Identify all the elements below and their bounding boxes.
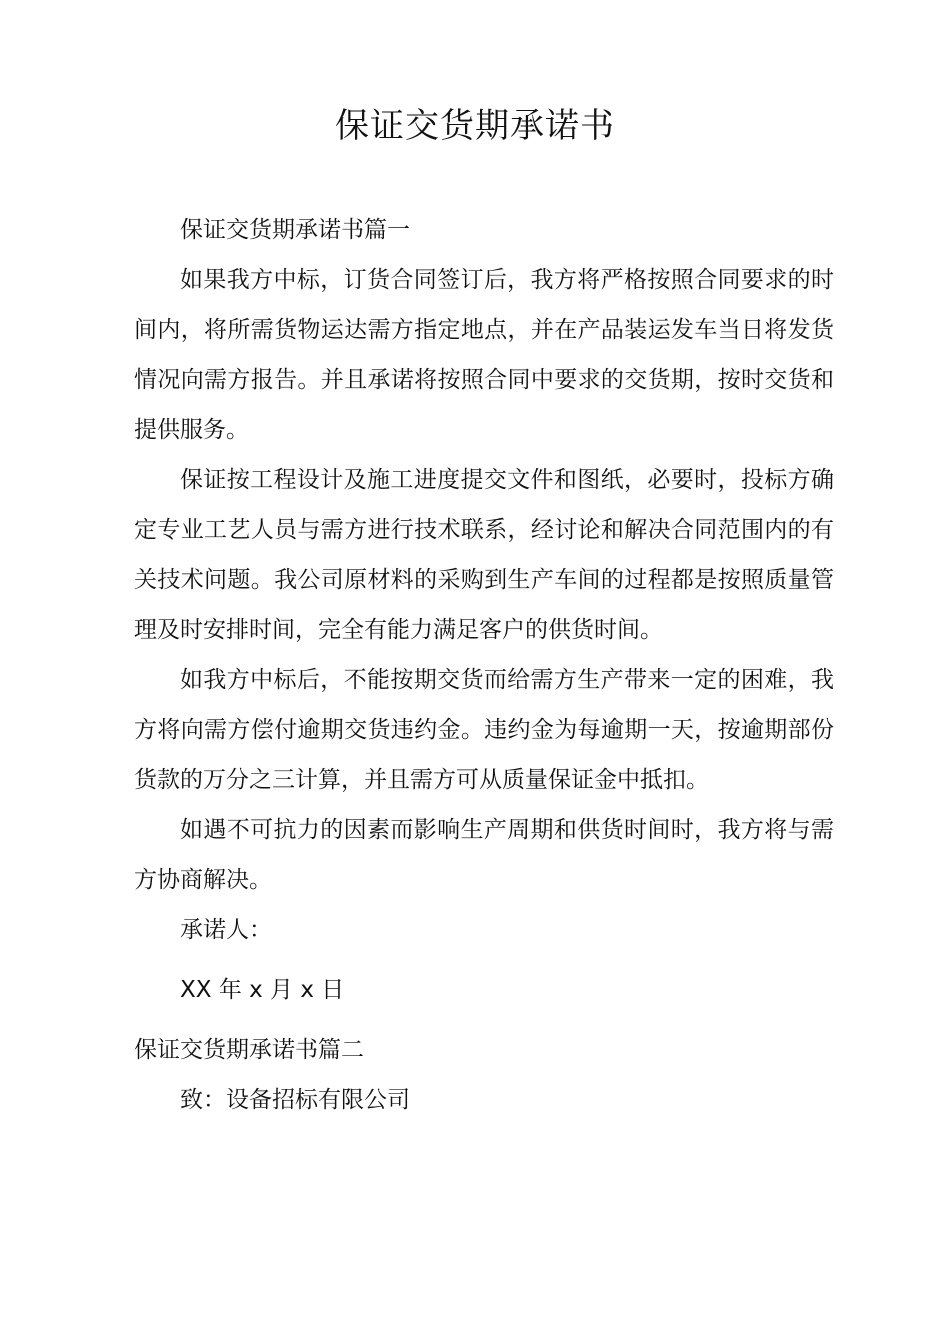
date-line: XX 年 x 月 x 日 — [180, 977, 345, 1003]
section2-heading: 保证交货期承诺书篇二 — [134, 1037, 364, 1063]
paragraph-delivery-commitment: 如果我方中标，订货合同签订后，我方将严格按照合同要求的时间内，将所需货物运达需方指定地点，并在产品装运发车当日将发货情况向需方报告。并且承诺将按照合同中要求的交货期，按时交货和提供服务。 — [134, 267, 834, 443]
document-body — [134, 205, 834, 1125]
recipient-line: 致：设备招标有限公司 — [180, 1087, 410, 1113]
paragraph-late-penalty: 如我方中标后，不能按期交货而给需方生产带来一定的困难，我方将向需方偿付逾期交货违约金。违约金为每逾期一天，按逾期部份货款的万分之三计算，并且需方可从质量保证金中抵扣。 — [134, 667, 834, 793]
promiser-label: 承诺人： — [180, 917, 272, 943]
document-title: 保证交货期承诺书 — [335, 106, 615, 146]
section1-heading: 保证交货期承诺书篇一 — [180, 217, 410, 243]
paragraph-technical-liaison: 保证按工程设计及施工进度提交文件和图纸，必要时，投标方确定专业工艺人员与需方进行技术联系，经讨论和解决合同范围内的有关技术问题。我公司原材料的采购到生产车间的过程都是按照质量管理及时安排时间，完全有能力满足客户的供货时间。 — [134, 467, 834, 643]
paragraph-force-majeure: 如遇不可抗力的因素而影响生产周期和供货时间时，我方将与需方协商解决。 — [134, 817, 834, 893]
